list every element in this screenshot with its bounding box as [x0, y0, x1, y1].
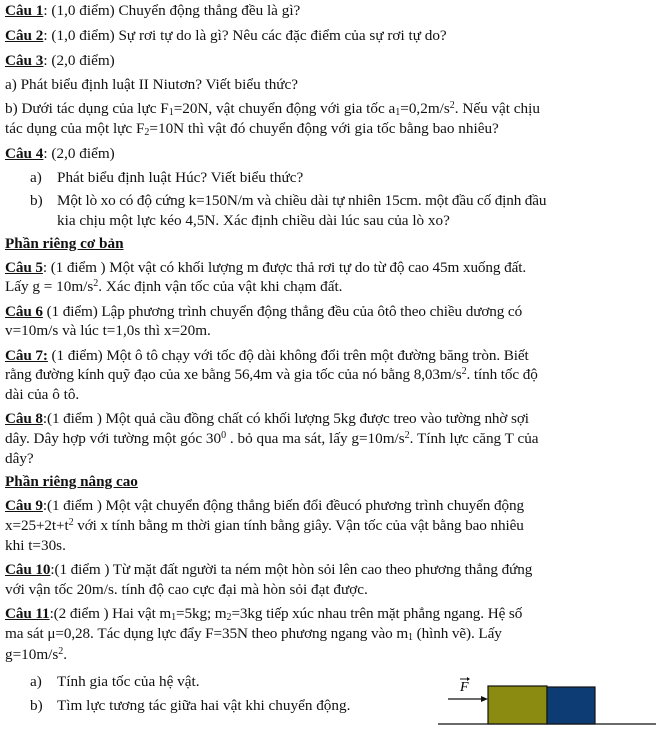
force-label: F [460, 680, 469, 695]
question-label: Câu 8 [5, 410, 43, 427]
question-3-part-a: a) Phát biểu định luật II Niutơn? Viết biểu thức? [5, 76, 299, 93]
question-label: Câu 9 [5, 497, 43, 514]
section-advanced-heading: Phần riêng nâng cao [5, 473, 138, 490]
question-3-part-b: b) Dưới tác dụng của lực $F_1=20N$, vật chuyển động với gia tốc $a_1=0,2m/s^2$. Nếu vật chịu [5, 100, 540, 118]
force-arrow-head [481, 696, 488, 702]
question-label: Câu 10 [5, 561, 51, 578]
question-8: Câu 8:(1 điểm ) Một quả cầu đồng chất có khối lượng 5kg được treo vào tường nhờ sợi [5, 410, 529, 427]
question-4: Câu 4: (2,0 điểm) [5, 145, 115, 162]
question-10: Câu 10:(1 điểm ) Từ mặt đất người ta ném một hòn sỏi lên cao theo phương thẳng đứng [5, 561, 533, 578]
question-11-part-a: a) [30, 673, 42, 690]
question-label: Câu 2 [5, 27, 44, 44]
question-label: Câu 1 [5, 2, 44, 19]
question-3-part-b-cont: tác dụng của một lực $F_2=10N$ thì vật đó chuyển động với gia tốc bằng bao nhiêu? [5, 120, 499, 138]
section-basic-heading: Phần riêng cơ bản [5, 235, 124, 252]
question-label: Câu 11 [5, 605, 50, 622]
question-label: Câu 7: [5, 347, 48, 364]
question-4-part-b: b) [30, 192, 43, 209]
block-m2 [547, 687, 595, 724]
question-1: Câu 1: (1,0 điểm) Chuyển động thẳng đều là gì? [5, 2, 301, 19]
question-11: Câu 11:(2 điểm ) Hai vật $m_1=5kg$; $m_2=3kg$ tiếp xúc nhau trên mặt phẳng ngang. Hệ số [5, 605, 523, 623]
question-3: Câu 3: (2,0 điểm) [5, 52, 115, 69]
question-label: Câu 6 [5, 303, 43, 320]
question-9: Câu 9:(1 điểm ) Một vật chuyển động thẳng biến đổi đềucó phương trình chuyển động [5, 497, 524, 514]
question-5: Câu 5: (1 điểm ) Một vật có khối lượng m được thả rơi tự do từ độ cao 45m xuống đất. [5, 259, 527, 276]
block-m1 [488, 686, 547, 724]
question-label: Câu 5 [5, 259, 43, 276]
question-label: Câu 3 [5, 52, 44, 69]
question-label: Câu 4 [5, 145, 44, 162]
question-6: Câu 6 (1 điểm) Lập phương trình chuyển động thẳng đều của ôtô theo chiều dương có [5, 303, 523, 320]
question-2: Câu 2: (1,0 điểm) Sự rơi tự do là gì? Nêu các đặc điểm của sự rơi tự do? [5, 27, 447, 44]
question-7: Câu 7: (1 điểm) Một ô tô chạy với tốc độ dài không đổi trên một đường băng tròn. Biết [5, 347, 529, 364]
force-diagram [438, 672, 660, 732]
question-4-part-a: a) [30, 169, 42, 186]
question-11-part-b: b) [30, 697, 43, 714]
